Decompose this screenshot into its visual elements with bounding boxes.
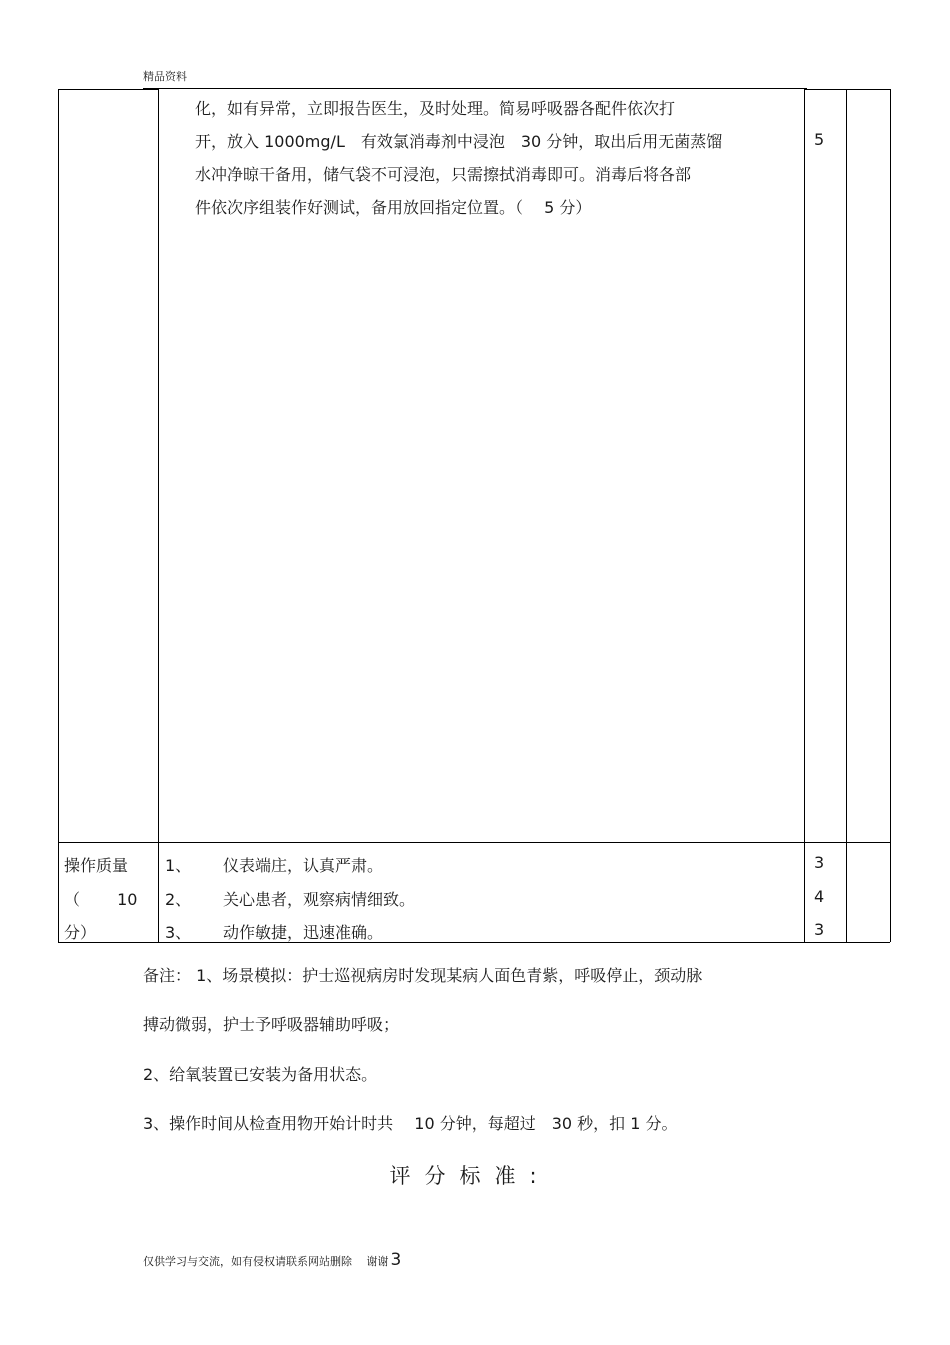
table-border-right [890, 89, 891, 942]
table-border-left [58, 89, 59, 942]
note-line-3: 2、给氧装置已安装为备用状态。 [143, 1065, 378, 1084]
page-footer [143, 1250, 401, 1270]
quality-item-text: 关心患者，观察病情细致。 [223, 890, 416, 909]
procedure-line-1: 化，如有异常，立即报告医生，及时处理。简易呼吸器各配件依次打 [195, 99, 676, 118]
table-divider-deduction [846, 89, 847, 942]
quality-category-line-3: 分） [64, 923, 97, 942]
procedure-line-3: 水冲净晾干备用，储气袋不可浸泡，只需擦拭消毒即可。消毒后将各部 [195, 165, 692, 184]
quality-item-score: 3 [814, 920, 825, 939]
quality-category-line-1: 操作质量 [64, 856, 129, 875]
quality-category-line-2: （ 10 [64, 890, 138, 909]
note-line-4: 3、操作时间从检查用物开始计时共 10 分钟，每超过 30 秒，扣 1 分。 [143, 1114, 678, 1133]
table-border-top-left [58, 89, 158, 90]
quality-item-score: 4 [814, 887, 825, 906]
note-line-2: 搏动微弱，护士予呼吸器辅助呼吸； [143, 1015, 400, 1034]
header-label: 精品资料 [143, 70, 187, 83]
quality-item-text: 动作敏捷，迅速准确。 [223, 923, 384, 942]
quality-item-score: 3 [814, 853, 825, 872]
table-divider-category [158, 89, 159, 942]
page-number: 3 [390, 1250, 402, 1270]
table-border-top-right [804, 89, 890, 90]
section-title: 评分标准: [389, 1164, 551, 1188]
procedure-score: 5 [814, 130, 825, 149]
procedure-line-4: 件依次序组装作好测试，备用放回指定位置。（ 5 分） [195, 198, 592, 217]
footer-text: 仅供学习与交流，如有侵权请联系网站删除 谢谢 [143, 1255, 389, 1268]
table-row-divider [58, 842, 890, 843]
procedure-line-2: 开，放入 1000mg/L 有效氯消毒剂中浸泡 30 分钟，取出后用无菌蒸馏 [195, 132, 723, 151]
quality-item-number: 2、 [165, 890, 192, 909]
header-rule [143, 88, 807, 89]
quality-item-number: 3、 [165, 923, 192, 942]
quality-item-number: 1、 [165, 856, 192, 875]
table-divider-score [804, 89, 805, 942]
quality-item-text: 仪表端庄，认真严肃。 [223, 856, 384, 875]
note-line-1: 备注： 1、场景模拟：护士巡视病房时发现某病人面色青紫，呼吸停止，颈动脉 [143, 966, 703, 985]
